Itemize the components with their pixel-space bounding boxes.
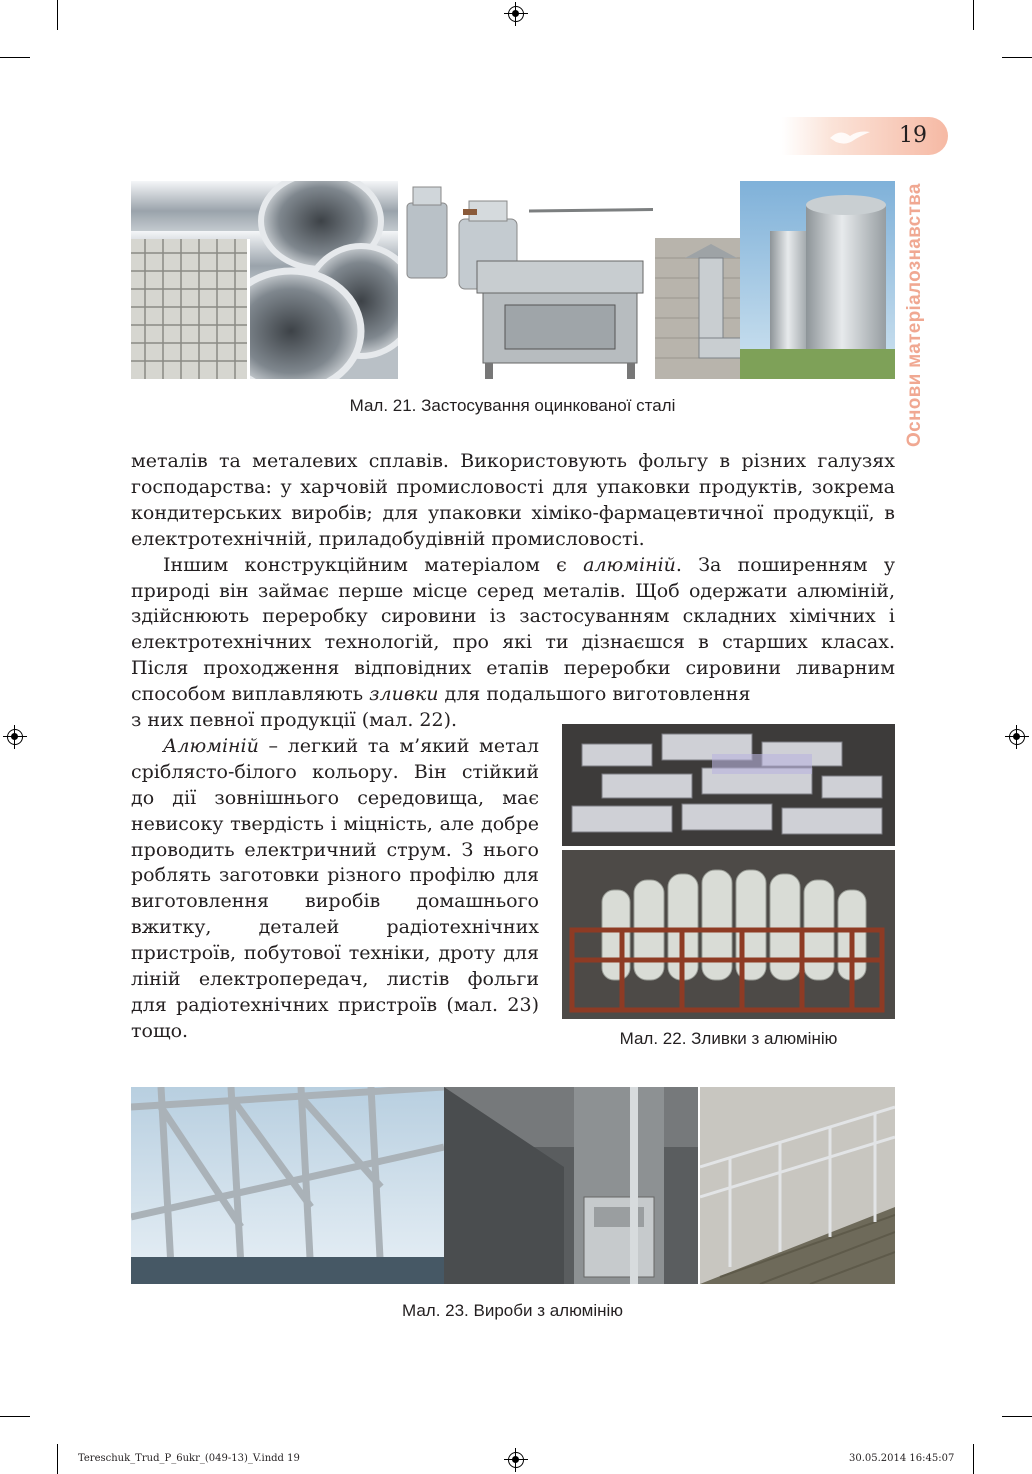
crop-mark <box>973 1444 974 1474</box>
photo-stair-railing <box>700 1087 895 1284</box>
page-number: 19 <box>899 123 927 148</box>
figure-21-caption: Мал. 21. Застосування оцинкованої сталі <box>349 396 676 415</box>
crop-mark <box>1002 1416 1032 1417</box>
text-block-column <box>131 708 539 1045</box>
photo-grain-silos <box>740 181 895 379</box>
footer-file-name: Tereschuk_Trud_P_6ukr_(049-13)_V.indd 19 <box>78 1453 300 1464</box>
photo-aluminium-ingots <box>562 724 895 846</box>
footer-timestamp: 30.05.2014 16:45:07 <box>849 1453 955 1464</box>
photo-steel-pipes <box>131 181 398 379</box>
paragraph-2-end: з них певної продукції (мал. 22). <box>131 709 458 731</box>
photo-skylight-frame <box>131 1087 444 1284</box>
crop-mark <box>1002 57 1032 58</box>
registration-mark-icon <box>1009 729 1025 745</box>
crop-mark <box>0 1416 30 1417</box>
registration-mark-icon <box>508 1452 524 1468</box>
registration-mark-icon <box>7 729 23 745</box>
paragraph-1: металів та металевих сплавів. Використовують фольгу в різних галузях господарства: у харчовій промисловості для упаковки продуктів, зокрема кондитерських виробів; для упаковки хіміко-фармацевтичної продукції, в електротехнічній, приладобудівній промисловості. <box>131 450 895 550</box>
section-title-vertical: Основи матеріалознавства <box>904 183 925 447</box>
photo-cans-and-stove <box>403 181 653 379</box>
registration-mark-icon <box>508 6 524 22</box>
figure-23-caption: Мал. 23. Вироби з алюмінію <box>401 1301 624 1320</box>
crop-mark <box>973 0 974 30</box>
figure-22-caption: Мал. 22. Зливки з алюмінію <box>619 1029 838 1048</box>
crop-mark <box>57 1444 58 1474</box>
photo-window-profile <box>444 1087 698 1284</box>
text-block-main <box>131 449 895 708</box>
paragraph-3: Алюміній – легкий та м’який метал сріблясто-білого кольору. Він стійкий до дії зовнішнього середовища, має невисоку твердість і міцність, але добре проводить електричний струм. З нього роблять заготовки різного профілю для виготовлення виробів домашнього вжитку, деталей радіотехнічних пристроїв, побутової техніки, дроту для ліній електропередач, листів фольги для радіотехнічних пристроїв (мал. 23) тощо. <box>131 734 539 1042</box>
crop-mark <box>0 57 30 58</box>
photo-aluminium-billets <box>562 850 895 1019</box>
bird-logo-icon <box>828 126 872 148</box>
crop-mark <box>57 0 58 30</box>
paragraph-2: Іншим конструкційним матеріалом є алюміній. За поширенням у природі він займає перше місце серед металів. Щоб одержати алюміній, здійснюють переробку сировини із застосуванням складних хімічних і електротехнічних технологій, про які ти дізнаєшся в старших класах. Після проходження відповідних етапів переробки сировини ливарним способом виплавляють зливки для подальшого виготовлення <box>131 553 896 706</box>
